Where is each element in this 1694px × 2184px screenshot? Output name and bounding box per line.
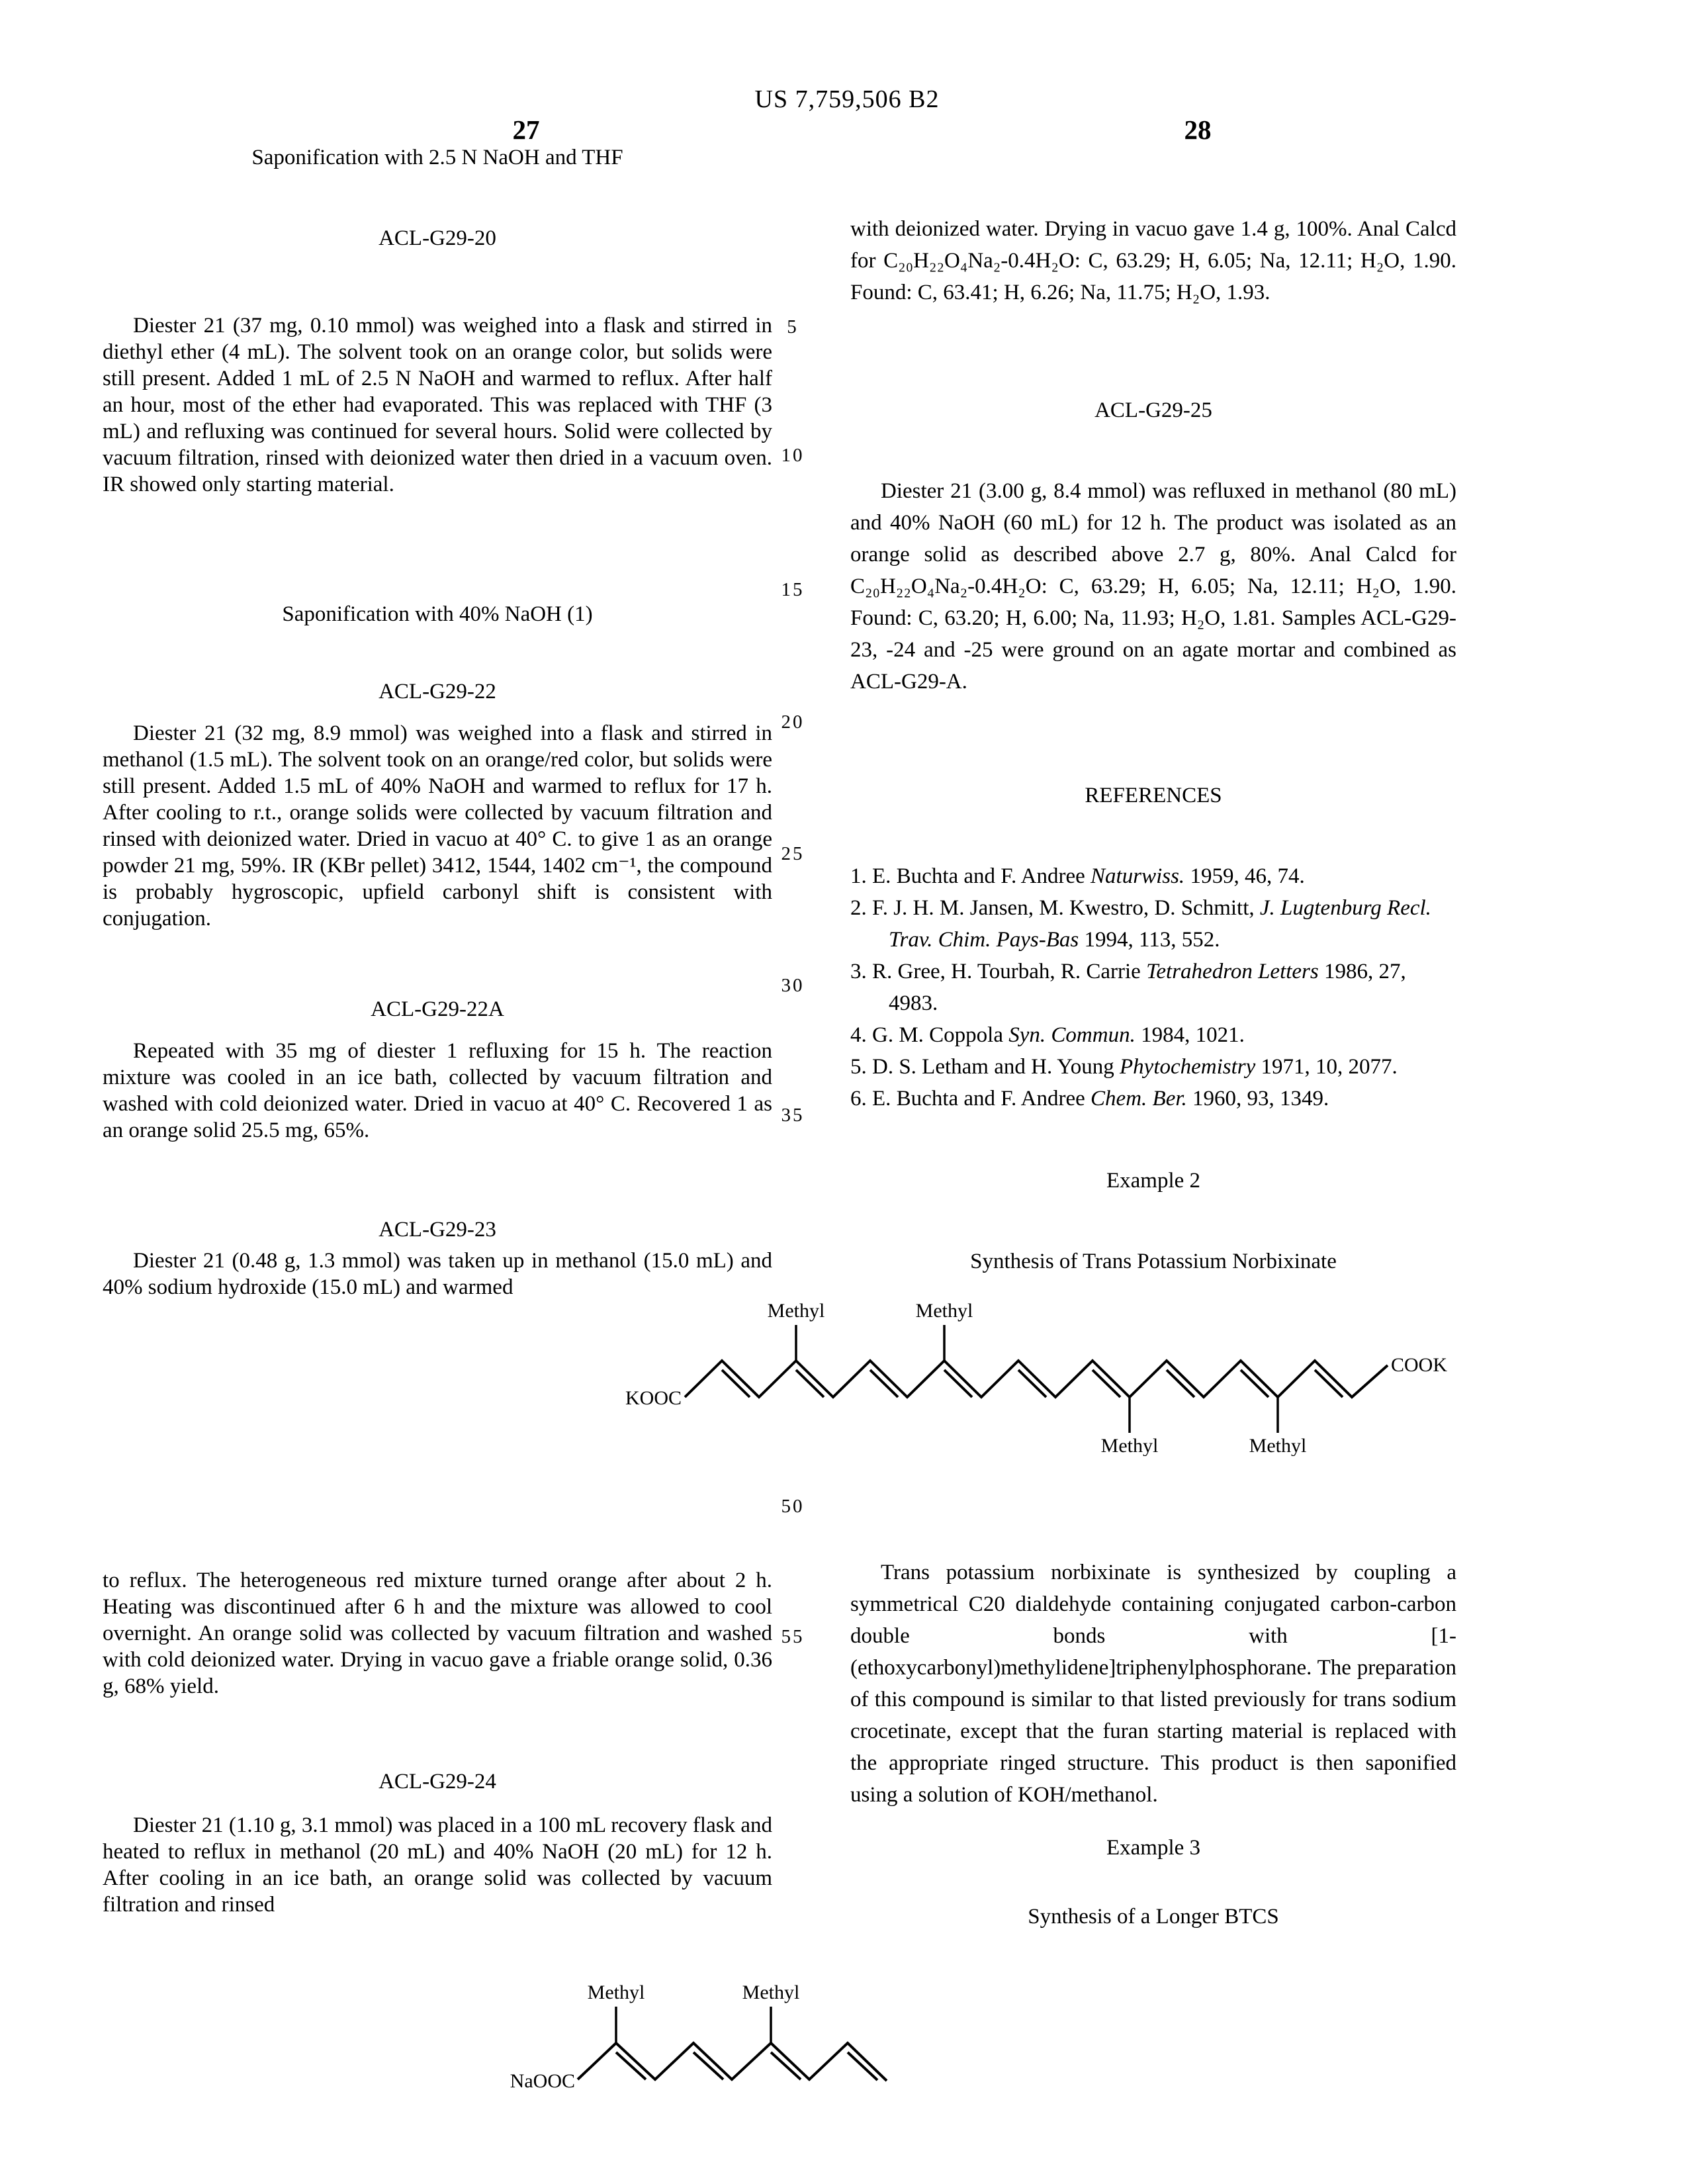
reference-item: 2. F. J. H. M. Jansen, M. Kwestro, D. Schmitt, J. Lugtenburg Recl. Trav. Chim. Pays-Bas 1994, 113, 552. <box>850 896 1431 952</box>
methyl-label: Methyl <box>915 1300 973 1322</box>
naooc-label: NaOOC <box>510 2070 575 2092</box>
methyl-label: Methyl <box>587 1981 645 2003</box>
gutter-line-number: 10 <box>781 445 805 466</box>
bond-lines <box>685 1325 1388 1433</box>
heading-acl-g29-24: ACL-G29-24 <box>379 1770 496 1794</box>
heading-saponification-thf: Saponification with 2.5 N NaOH and THF <box>251 146 623 169</box>
paragraph-acl-g29-23-continued: to reflux. The heterogeneous red mixture turned orange after about 2 h. Heating was discontinued after 6 h and the mixture was allowed to cool overnight. An orange solid was collected by vacuum filtration and washed with cold deionized water. Drying in vacuo gave a friable orange solid, 0.36 g, 68% yield. <box>103 1569 772 1698</box>
bond-lines <box>578 2007 887 2081</box>
paragraph-acl-g29-25: Diester 21 (3.00 g, 8.4 mmol) was refluxed in methanol (80 mL) and 40% NaOH (60 mL) for 12 h. The product was isolated as an orange solid as described above 2.7 g, 80%. Anal Calcd for C₂₀H₂₂O₄Na₂-0.4H₂O: C, 63.29; H, 6.05; Na, 12.11; H₂O, 1.90. Found: C, 63.20; H, 6.00; Na, 11.93; H₂O, 1.81. Samples ACL-G29-23, -24 and -25 were ground on an agate mortar and combined as ACL-G29-A. <box>850 479 1456 694</box>
chemical-structure-btcs <box>500 1940 989 2119</box>
gutter-line-number: 15 <box>781 579 805 600</box>
heading-saponification-naoh: Saponification with 40% NaOH (1) <box>282 602 593 626</box>
cook-label: COOK <box>1391 1354 1448 1376</box>
gutter-line-number: 35 <box>781 1105 805 1126</box>
reference-item: 6. E. Buchta and F. Andree Chem. Ber. 1960, 93, 1349. <box>850 1087 1329 1111</box>
heading-acl-g29-22a: ACL-G29-22A <box>371 997 504 1021</box>
paragraph-acl-g29-24-continued: with deionized water. Drying in vacuo gave 1.4 g, 100%. Anal Calcd for C₂₀H₂₂O₄Na₂-0.4H₂O: C, 63.29; H, 6.05; Na, 12.11; H₂O, 1.90. Found: C, 63.41; H, 6.26; Na, 11.75; H₂O, 1.93. <box>850 217 1456 304</box>
references-list <box>850 860 1456 1115</box>
gutter-line-number: 25 <box>781 843 805 864</box>
methyl-label: Methyl <box>1100 1435 1159 1456</box>
patent-number: US 7,759,506 B2 <box>754 85 940 113</box>
gutter-line-number: 30 <box>781 975 805 996</box>
kooc-label: KOOC <box>625 1387 682 1409</box>
reference-item: 3. R. Gree, H. Tourbah, R. Carrie Tetrahedron Letters 1986, 27, 4983. <box>850 960 1406 1015</box>
methyl-label: Methyl <box>1249 1435 1307 1456</box>
gutter-line-number: 5 <box>787 316 799 338</box>
reference-item: 4. G. M. Coppola Syn. Commun. 1984, 1021. <box>850 1023 1245 1047</box>
paragraph-acl-g29-23: Diester 21 (0.48 g, 1.3 mmol) was taken up in methanol (15.0 mL) and 40% sodium hydroxide (15.0 mL) and warmed <box>103 1249 772 1299</box>
paragraph-acl-g29-22: Diester 21 (32 mg, 8.9 mmol) was weighed into a flask and stirred in methanol (1.5 mL). The solvent took on an orange/red color, but solids were still present. Added 1.5 mL of 40% NaOH and warmed to reflux for 17 h. After cooling to r.t., orange solids were collected by vacuum filtration and rinsed with deionized water. Dried in vacuo at 40° C. to give 1 as an orange powder 21 mg, 59%. IR (KBr pellet) 3412, 1544, 1402 cm⁻¹, the compound is probably hygroscopic, upfield carbonyl shift is consistent with conjugation. <box>103 721 772 931</box>
example-3-title: Example 3 <box>1106 1836 1201 1860</box>
gutter-line-number: 50 <box>781 1496 805 1517</box>
heading-acl-g29-22: ACL-G29-22 <box>379 680 496 704</box>
chemical-structure-norbixinate <box>596 1283 1495 1456</box>
paragraph-acl-g29-22a: Repeated with 35 mg of diester 1 refluxing for 15 h. The reaction mixture was cooled in an ice bath, collected by vacuum filtration and washed with cold deionized water. Dried in vacuo at 40° C. Recovered 1 as an orange solid 25.5 mg, 65%. <box>103 1039 772 1142</box>
heading-acl-g29-23: ACL-G29-23 <box>379 1218 496 1242</box>
reference-item: 5. D. S. Letham and H. Young Phytochemistry 1971, 10, 2077. <box>850 1055 1398 1079</box>
reference-item: 1. E. Buchta and F. Andree Naturwiss. 1959, 46, 74. <box>850 864 1305 888</box>
paragraph-acl-g29-20: Diester 21 (37 mg, 0.10 mmol) was weighed into a flask and stirred in diethyl ether (4 mL). The solvent took on an orange color, but solids were still present. Added 1 mL of 2.5 N NaOH and warmed to reflux. After half an hour, most of the ether had evaporated. This was replaced with THF (3 mL) and refluxing was continued for several hours. Solid were collected by vacuum filtration, rinsed with deionized water then dried in a vacuum oven. IR showed only starting material. <box>103 314 772 496</box>
example-2-subtitle: Synthesis of Trans Potassium Norbixinate <box>970 1250 1337 1273</box>
methyl-label: Methyl <box>742 1981 800 2003</box>
example-3-subtitle: Synthesis of a Longer BTCS <box>1028 1905 1279 1929</box>
gutter-line-number: 20 <box>781 711 805 733</box>
page-number-right: 28 <box>1184 114 1212 145</box>
gutter-line-number: 55 <box>781 1626 805 1647</box>
methyl-label: Methyl <box>767 1300 825 1322</box>
heading-acl-g29-25: ACL-G29-25 <box>1094 398 1212 422</box>
paragraph-acl-g29-24: Diester 21 (1.10 g, 3.1 mmol) was placed in a 100 mL recovery flask and heated to reflux in methanol (20 mL) and 40% NaOH (20 mL) for 12 h. After cooling in an ice bath, an orange solid was collected by vacuum filtration and rinsed <box>103 1813 772 1917</box>
paragraph-example-2: Trans potassium norbixinate is synthesized by coupling a symmetrical C20 dialdehyde containing conjugated carbon-carbon double bonds with [1-(ethoxycarbonyl)methylidene]triphenylphosphorane. The preparation of this compound is similar to that listed previously for trans sodium crocetinate, except that the furan starting material is replaced with the appropriate ringed structure. This product is then saponified using a solution of KOH/methanol. <box>850 1561 1456 1807</box>
heading-acl-g29-20: ACL-G29-20 <box>379 226 496 250</box>
page-number-left: 27 <box>512 114 540 145</box>
references-title: REFERENCES <box>1085 784 1222 807</box>
example-2-title: Example 2 <box>1106 1169 1201 1193</box>
